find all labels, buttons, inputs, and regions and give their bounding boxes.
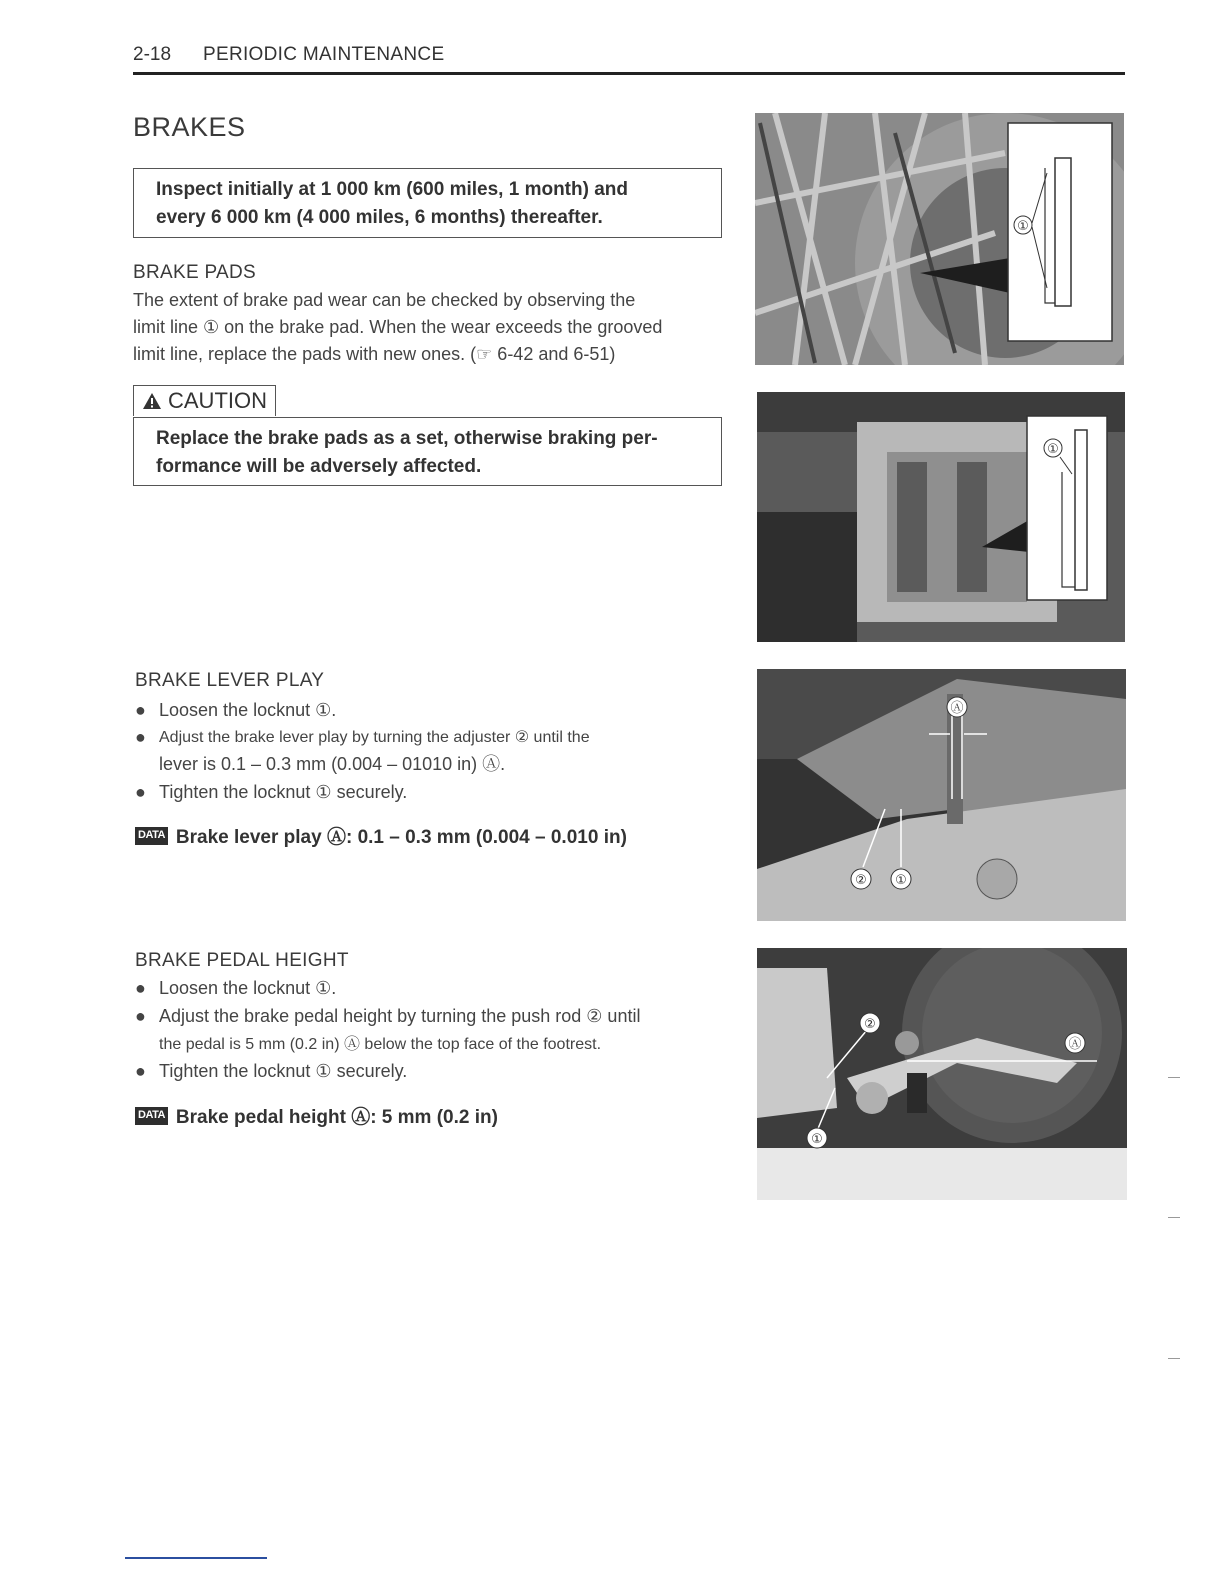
- pedal-step-2-cont: the pedal is 5 mm (0.2 in) Ⓐ below the top face of the footrest.: [159, 1036, 602, 1053]
- margin-mark: [1168, 1217, 1180, 1218]
- data-badge-icon: DATA: [135, 827, 168, 845]
- warning-triangle-icon: [142, 392, 162, 410]
- inspect-interval-box: [133, 168, 722, 238]
- fig1-callout-1: ①: [1017, 219, 1029, 234]
- brake-disc-image: [755, 113, 1124, 365]
- fig3-label-a: Ⓐ: [950, 701, 964, 716]
- brake-pad-photo-2: [757, 392, 1125, 642]
- fig4-callout-1: ①: [811, 1132, 823, 1147]
- brake-lever-photo: [757, 669, 1126, 921]
- section-title: PERIODIC MAINTENANCE: [203, 44, 445, 65]
- brake-lever-image: [757, 669, 1126, 921]
- lever-play-spec-text: Brake lever play Ⓐ: 0.1 – 0.3 mm (0.004 – 0.010 in): [175, 827, 627, 848]
- brake-pads-line-1: The extent of brake pad wear can be checked by observing the: [133, 290, 636, 310]
- brake-pads-heading: BRAKE PADS: [133, 262, 257, 283]
- inspect-line-1: Inspect initially at 1 000 km (600 miles, 1 month) and: [156, 179, 628, 200]
- brake-pedal-photo: [757, 948, 1127, 1200]
- fig3-callout-2: ②: [855, 873, 867, 888]
- data-badge-icon: DATA: [135, 1107, 168, 1125]
- brake-pads-line-3: limit line, replace the pads with new ones. (☞ 6-42 and 6-51): [133, 344, 616, 364]
- caution-line-1: Replace the brake pads as a set, otherwise braking per-: [156, 428, 658, 449]
- brake-pedal-image: [757, 948, 1127, 1200]
- fig4-label-a: Ⓐ: [1068, 1037, 1082, 1052]
- pedal-height-spec: [135, 1102, 498, 1129]
- inspect-line-2: every 6 000 km (4 000 miles, 6 months) thereafter.: [156, 207, 603, 228]
- caution-line-2: formance will be adversely affected.: [156, 456, 482, 477]
- bullet-icon: ●: [135, 727, 146, 747]
- margin-mark: [1168, 1077, 1180, 1078]
- bullet-icon: ●: [135, 978, 146, 998]
- brake-pads-paragraph: [133, 287, 662, 368]
- margin-mark: [1168, 1358, 1180, 1359]
- brake-pad-photo-1: [755, 113, 1124, 365]
- caution-label: [133, 385, 276, 416]
- page-number: 2-18: [133, 44, 172, 65]
- caution-text: CAUTION: [168, 388, 267, 413]
- caution-box: [133, 417, 722, 486]
- pedal-height-heading: BRAKE PEDAL HEIGHT: [135, 950, 349, 971]
- page-header: [133, 44, 1125, 75]
- bullet-icon: ●: [135, 700, 146, 720]
- bullet-icon: ●: [135, 1006, 146, 1026]
- brake-pads-line-2: limit line ① on the brake pad. When the wear exceeds the grooved: [133, 317, 663, 337]
- fig4-callout-2: ②: [864, 1017, 876, 1032]
- lever-play-spec: [135, 822, 627, 849]
- lever-play-heading: BRAKE LEVER PLAY: [135, 670, 325, 691]
- lever-step-2-cont: lever is 0.1 – 0.3 mm (0.004 – 01010 in) Ⓐ.: [159, 754, 506, 774]
- page-title: BRAKES: [133, 112, 246, 142]
- pedal-height-spec-text: Brake pedal height Ⓐ: 5 mm (0.2 in): [175, 1107, 498, 1128]
- fig2-callout-1: ①: [1047, 442, 1059, 457]
- bullet-icon: ●: [135, 782, 146, 802]
- footer-link-underline: [125, 1557, 267, 1559]
- brake-caliper-image: [757, 392, 1125, 642]
- bullet-icon: ●: [135, 1061, 146, 1081]
- fig3-callout-1: ①: [895, 873, 907, 888]
